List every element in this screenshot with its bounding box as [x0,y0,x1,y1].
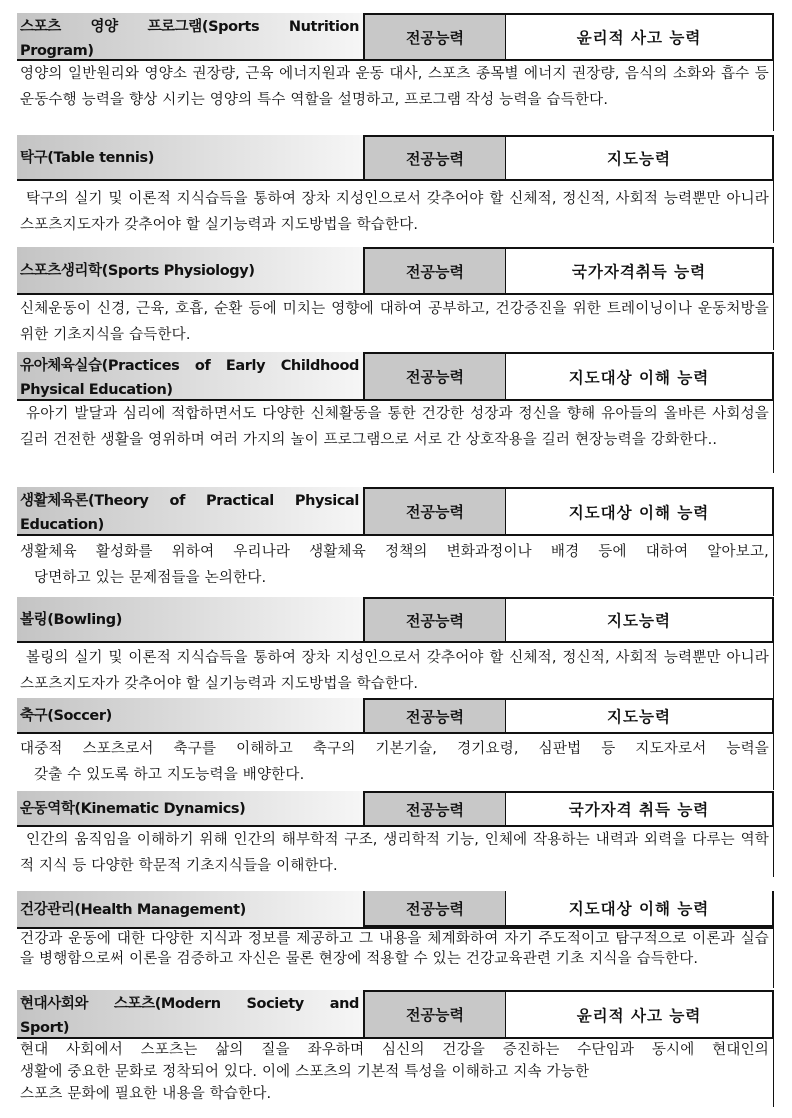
course-description: 유아기 발달과 심리에 적합하면서도 다양한 신체활동을 통한 건강한 성장과 정신을 향해 유아들의 올바른 사회성을 길러 건전한 생활을 영위하며 여러 가지의 놀이 프로그램으로 서로 간 상호작용을 길러 현장능력을 강화한다.. [17,401,774,473]
course-title-line1: 생활체육론(Theory of Practical Physical [20,493,359,509]
competency-cell: 윤리적 사고 능력 [506,990,774,1039]
course-description: 탁구의 실기 및 이론적 지식습득을 통하여 장차 지성인으로서 갖추어야 할 신체적, 정신적, 사회적 능력뿐만 아니라 스포츠지도자가 갖추어야 할 실기능력과 지도방법을 학습한다. [17,181,774,243]
competency-cell: 국가자격 취득 능력 [506,791,774,827]
course-header [17,352,774,401]
course-header [17,990,774,1039]
description-line: 갖출 수 있도록 하고 지도능력을 배양한다. [34,767,305,783]
category-cell: 전공능력 [363,13,506,61]
course-description [17,1039,774,1107]
course-description [17,734,774,790]
course-title: 축구(Soccer) [17,698,363,734]
course-title [17,352,363,401]
competency-cell: 국가자격취득 능력 [506,247,774,295]
category-cell: 전공능력 [363,135,506,181]
course-kinematic-dynamics [17,791,774,877]
competency-cell: 지도대상 이해 능력 [506,352,774,401]
course-title-line1: 유아체육실습(Practices of Early Childhood [20,358,359,374]
course-header [17,698,774,734]
description-line: 생활체육 활성화를 위하여 우리나라 생활체육 정책의 변화과정이나 배경 등에 대하여 알아보고, [20,544,769,560]
course-title: 스포츠생리학(Sports Physiology) [17,247,363,295]
description-line: 스포츠 문화에 필요한 내용을 학습한다. [20,1086,272,1102]
course-modern-society-sport [17,990,774,1107]
course-description: 인간의 움직임을 이해하기 위해 인간의 해부학적 구조, 생리학적 기능, 인체에 작용하는 내력과 외력을 다루는 역학적 지식 등 다양한 학문적 기초지식들을 이해한다. [17,827,774,877]
course-description: 신체운동이 신경, 근육, 호흡, 순환 등에 미치는 영향에 대하여 공부하고, 건강증진을 위한 트레이닝이나 운동처방을 위한 기초지식을 습득한다. [17,295,774,350]
course-header [17,791,774,827]
course-description: 영양의 일반원리와 영양소 권장량, 근육 에너지원과 운동 대사, 스포츠 종목별 에너지 권장량, 음식의 소화와 흡수 등 운동수행 능력을 향상 시키는 영양의 특수 역할을 설명하고, 프로그램 작성 능력을 습득한다. [17,61,774,131]
course-title-line1: 스포츠 영양 프로그램(Sports Nutrition [20,19,359,35]
competency-cell: 윤리적 사고 능력 [506,13,774,61]
category-cell: 전공능력 [363,487,506,536]
competency-cell: 지도능력 [506,135,774,181]
competency-cell: 지도대상 이해 능력 [506,487,774,536]
course-header [17,13,774,61]
category-cell: 전공능력 [363,698,506,734]
course-header [17,597,774,643]
description-line: 생활에 중요한 문화로 정착되어 있다. 이에 스포츠의 기본적 특성을 이해하고 지속 가능한 [20,1064,590,1080]
course-description: 볼링의 실기 및 이론적 지식습득을 통하여 장차 지성인으로서 갖추어야 할 신체적, 정신적, 사회적 능력뿐만 아니라 스포츠지도자가 갖추어야 할 실기능력과 지도방법을 학습한다. [17,643,774,698]
category-cell: 전공능력 [363,352,506,401]
course-description: 건강과 운동에 대한 다양한 지식과 정보를 제공하고 그 내용을 체계화하여 자기 주도적이고 탐구적으로 이론과 실습을 병행함으로써 이론을 검증하고 자신은 물론 현장에 적용할 수 있는 건강교육관련 기초 지식을 습득한다. [17,927,774,988]
course-header [17,487,774,536]
course-header [17,247,774,295]
course-title-line2: Sport) [20,1020,70,1036]
category-cell: 전공능력 [363,990,506,1039]
course-header [17,891,774,927]
course-early-childhood-pe [17,352,774,473]
course-title: 탁구(Table tennis) [17,135,363,181]
course-header [17,135,774,181]
course-title [17,13,363,61]
course-title-line1: 현대사회와 스포츠(Modern Society and [20,996,359,1012]
course-title [17,990,363,1039]
course-title-line2: Education) [20,517,104,533]
competency-cell: 지도능력 [506,597,774,643]
course-table-tennis [17,135,774,243]
description-line: 현대 사회에서 스포츠는 삶의 질을 좌우하며 심신의 건강을 증진하는 수단임과 동시에 현대인의 [20,1042,769,1058]
description-line: 대중적 스포츠로서 축구를 이해하고 축구의 기본기술, 경기요령, 심판법 등 지도자로서 능력을 [20,741,769,757]
description-line: 당면하고 있는 문제점들을 논의한다. [34,570,267,586]
course-title-line2: Program) [20,43,94,59]
course-health-management [17,891,774,988]
course-title: 건강관리(Health Management) [17,891,363,927]
course-sports-nutrition [17,13,774,131]
category-cell: 전공능력 [363,247,506,295]
course-soccer [17,698,774,790]
course-description [17,536,774,596]
competency-cell: 지도능력 [506,698,774,734]
course-title [17,487,363,536]
category-cell: 전공능력 [363,791,506,827]
course-title: 볼링(Bowling) [17,597,363,643]
course-title: 운동역학(Kinematic Dynamics) [17,791,363,827]
course-sports-physiology [17,247,774,350]
category-cell: 전공능력 [363,891,506,927]
course-title-line2: Physical Education) [20,382,173,398]
competency-cell: 지도대상 이해 능력 [506,891,774,927]
category-cell: 전공능력 [363,597,506,643]
course-practical-pe-theory [17,487,774,596]
course-bowling [17,597,774,698]
